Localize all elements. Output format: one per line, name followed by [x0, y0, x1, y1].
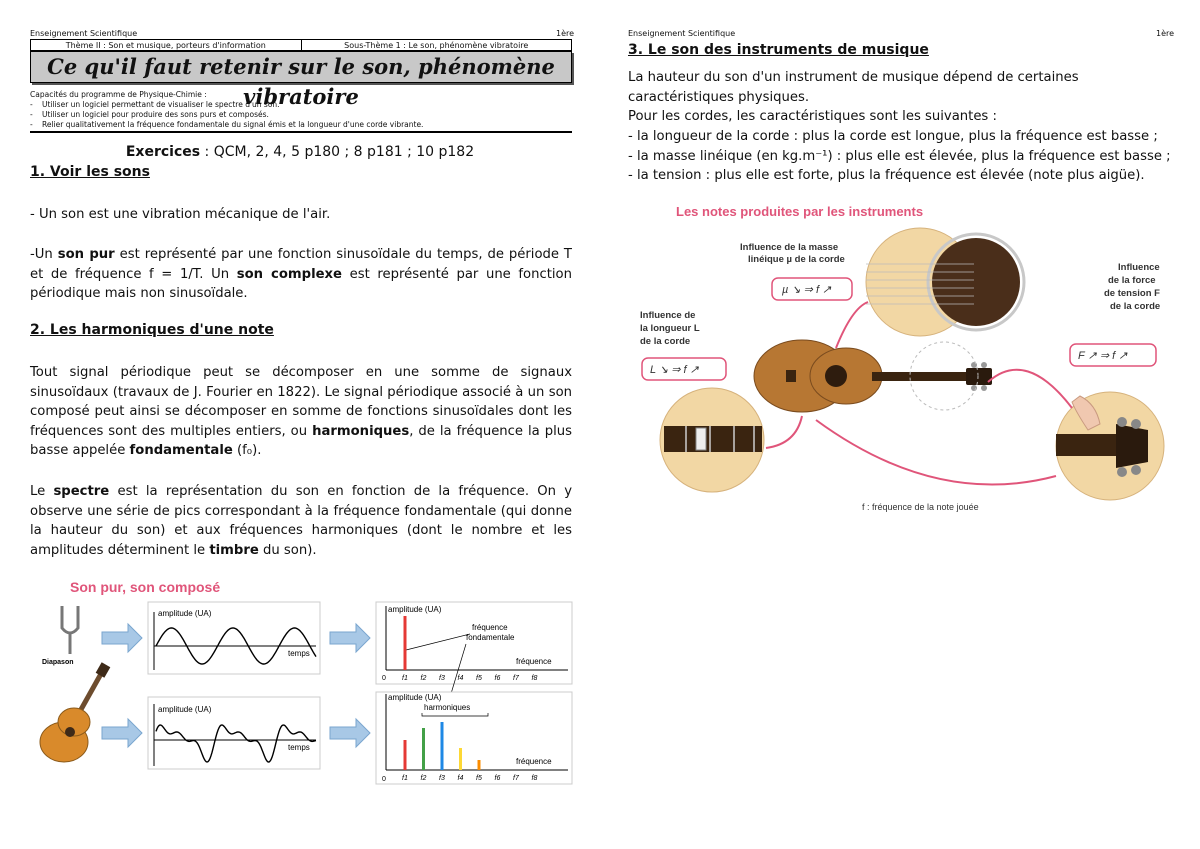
- tension-label-1: Influence: [1118, 262, 1160, 273]
- theme-table: [30, 39, 572, 51]
- figure-1-title: Son pur, son composé: [70, 579, 221, 595]
- figure-son-pur-compose: [30, 572, 575, 792]
- spectrum-peak: [404, 616, 407, 670]
- capacite-item: - Utiliser un logiciel pour produire des sons purs et composés.: [30, 110, 575, 120]
- frequency-tick-label: f5: [476, 675, 482, 682]
- text-run: (f₀).: [232, 443, 262, 458]
- text-run: Le: [30, 484, 54, 499]
- figure-notes-instruments: [636, 198, 1176, 518]
- capacite-item: - Relier qualitativement la fréquence fondamentale du signal émis et la longueur d'une corde vibrante.: [30, 120, 575, 130]
- frequence-label: fréquence: [516, 757, 552, 766]
- frequency-tick-label: f1: [402, 775, 408, 782]
- text-run: est représenté par une fonction sinusoïdale du temps, de période T et de fréquence f = 1/T. Un: [30, 247, 572, 282]
- tension-label-2: de la force: [1108, 275, 1156, 286]
- neck-closeup-image: [660, 388, 764, 492]
- frequency-tick-label: f1: [402, 675, 408, 682]
- frequency-tick-label: f3: [439, 675, 445, 682]
- page-title: Ce qu'il faut retenir sur le son, phénomène vibratoire: [30, 51, 572, 83]
- text-run: , de la fréquence la plus basse appelée: [30, 423, 573, 458]
- frequency-tick-label: f3: [439, 775, 445, 782]
- s3-paragraph-1: La hauteur du son d'un instrument de musique dépend de certaines caractéristiques physiques.: [628, 70, 1079, 105]
- section-3-title: 3. Le son des instruments de musique: [628, 42, 929, 58]
- section-1-title: 1. Voir les sons: [30, 164, 150, 180]
- term-son-pur: son pur: [57, 247, 115, 262]
- s1-paragraph-2: [30, 245, 572, 304]
- term-timbre: timbre: [209, 542, 259, 558]
- right-page: [600, 0, 1200, 849]
- divider: [30, 131, 572, 133]
- frequency-tick-label: f2: [420, 775, 427, 782]
- s3-bullet-3: - la tension : plus elle est forte, plus la fréquence est élevée (note plus aigüe).: [628, 168, 1145, 183]
- longueur-label-3: de la corde: [640, 336, 691, 347]
- diapason-icon: [62, 606, 78, 654]
- tension-label-3: de tension F: [1104, 288, 1160, 299]
- frequency-tick-label: f7: [513, 675, 519, 682]
- tuning-peg-closeup-image: [1056, 392, 1164, 500]
- text-run: Tout signal périodique peut se décomposer en une somme de signaux sinusoïdaux (travaux de J. Fourier en 1822). Le signal périodique associé à un son composé peut ainsi se décomposer en somme de fonctions sinusoïdales dont les fréquences sont des multiples entiers, ou: [30, 365, 572, 439]
- term-son-complexe: son complexe: [236, 266, 342, 282]
- term-harmoniques: harmoniques: [312, 423, 410, 439]
- tension-label-4: de la corde: [1110, 301, 1161, 312]
- header-left: Enseignement Scientifique: [628, 29, 736, 38]
- signal-complexe-graph: [148, 697, 320, 769]
- spectrum-peak: [478, 760, 481, 770]
- theme-cell: Thème II : Son et musique, porteurs d'information: [31, 40, 302, 51]
- s3-paragraph-2: Pour les cordes, les caractéristiques sont les suivantes :: [628, 109, 997, 124]
- subtheme-cell: Sous-Thème 1 : Le son, phénomène vibratoire: [301, 40, 572, 51]
- amplitude-label: amplitude (UA): [158, 609, 212, 618]
- header-right: 1ère: [1156, 29, 1175, 38]
- frequency-tick-label: f6: [494, 675, 501, 682]
- fondamentale-label-2: fondamentale: [466, 633, 515, 642]
- frequency-tick-label: f5: [476, 775, 482, 782]
- spectrum-peak: [459, 748, 462, 770]
- frequency-tick-label: f6: [494, 775, 501, 782]
- amplitude-label: amplitude (UA): [388, 693, 442, 702]
- section-2-title: 2. Les harmoniques d'une note: [30, 322, 274, 338]
- header-left: Enseignement Scientifique: [30, 29, 138, 38]
- exercices-line: [0, 144, 600, 160]
- text-run: -Un: [30, 247, 58, 262]
- figure-2-title: Les notes produites par les instruments: [676, 204, 924, 219]
- capacite-item: - Utiliser un logiciel permettant de visualiser le spectre d'un son.: [30, 100, 575, 110]
- text-run: est la représentation du son en fonction de la fréquence. On y observe une série de pics correspondant à la fréquence fondamentale (qui donne la hauteur du son) et aux fréquences harmoniques (dont le nombre et les amplitudes déterminent le: [30, 484, 572, 558]
- temps-label: temps: [288, 649, 310, 658]
- guitar-image: [754, 340, 992, 412]
- frequency-tick-label: f7: [513, 775, 519, 782]
- masse-label-1: Influence de la masse: [740, 242, 839, 253]
- frequency-tick-label: f4: [457, 675, 464, 682]
- zero-label: 0: [382, 776, 386, 783]
- masse-label-2: linéique µ de la corde: [748, 254, 845, 265]
- term-fondamentale: fondamentale: [129, 443, 233, 458]
- text-run: est représenté par une fonction périodique mais non sinusoïdale.: [30, 266, 572, 301]
- fondamentale-label-1: fréquence: [472, 623, 508, 632]
- frequency-tick-label: f8: [531, 775, 538, 782]
- spectrum-peak: [404, 740, 407, 770]
- exercices-text: : QCM, 2, 4, 5 p180 ; 8 p181 ; 10 p182: [200, 144, 475, 160]
- s3-bullet-1: - la longueur de la corde : plus la corde est longue, plus la fréquence est basse ;: [628, 129, 1158, 144]
- s2-paragraph-1: [30, 363, 572, 461]
- tension-formula: F ↗ ⇒ f ↗: [1078, 350, 1128, 362]
- masse-formula: µ ↘ ⇒ f ↗: [782, 284, 832, 296]
- harmoniques-label: harmoniques: [424, 703, 471, 712]
- longueur-label-2: la longueur L: [640, 323, 700, 334]
- longueur-label-1: Influence de: [640, 310, 696, 321]
- exercices-label: Exercices: [125, 144, 201, 160]
- capacites-block: [30, 90, 575, 130]
- s3-bullet-2: - la masse linéique (en kg.m⁻¹) : plus elle est élevée, plus la fréquence est basse ;: [628, 149, 1171, 164]
- figure-2-caption: f : fréquence de la note jouée: [862, 502, 979, 512]
- guitar-icon: [40, 662, 110, 762]
- amplitude-label: amplitude (UA): [388, 605, 442, 614]
- signal-pur-graph: [148, 602, 320, 674]
- capacites-heading: Capacités du programme de Physique-Chimie :: [30, 90, 207, 99]
- s2-paragraph-2: [30, 482, 572, 560]
- term-spectre: spectre: [53, 484, 110, 499]
- soundhole-closeup-image: [866, 228, 1024, 336]
- spectrum-peak: [422, 728, 425, 770]
- text-run: du son).: [258, 542, 317, 558]
- amplitude-label: amplitude (UA): [158, 705, 212, 714]
- diapason-label: Diapason: [42, 659, 74, 666]
- s1-paragraph-1: - Un son est une vibration mécanique de l'air.: [30, 207, 331, 222]
- frequency-tick-label: f2: [420, 675, 427, 682]
- temps-label: temps: [288, 743, 310, 752]
- spectrum-peak: [441, 722, 444, 770]
- spectre-compose-graph: [376, 692, 572, 784]
- longueur-formula: L ↘ ⇒ f ↗: [650, 364, 699, 376]
- frequency-tick-label: f4: [457, 775, 464, 782]
- header-right: 1ère: [556, 29, 575, 38]
- frequence-label: fréquence: [516, 657, 552, 666]
- zero-label: 0: [382, 675, 386, 682]
- frequency-tick-label: f8: [531, 675, 538, 682]
